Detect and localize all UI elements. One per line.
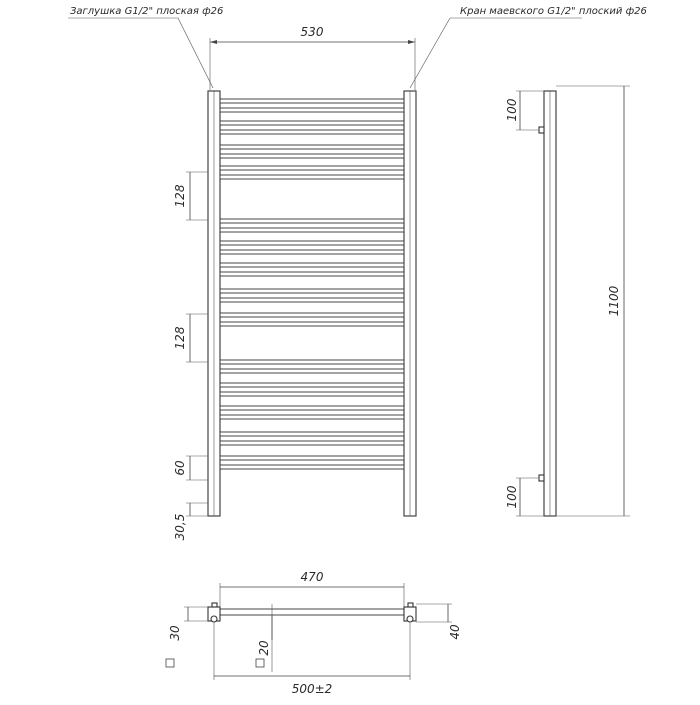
rung-bar <box>220 175 404 179</box>
rung <box>220 263 404 276</box>
rung-group <box>220 99 404 469</box>
rung <box>220 456 404 469</box>
rung <box>220 99 404 112</box>
rung-bar <box>220 250 404 254</box>
rung <box>220 166 404 179</box>
rung-bar <box>220 263 404 267</box>
rung <box>220 383 404 396</box>
plan-inner-width-label: 470 <box>300 570 324 584</box>
plan-right-riser <box>404 603 416 622</box>
bottom-offset-dimension <box>186 503 208 516</box>
rung-bar <box>220 313 404 317</box>
right-callout-leader <box>410 18 582 88</box>
plan-depth-dimension <box>416 604 452 622</box>
bottom-offset-label: 30,5 <box>173 513 187 541</box>
plan-left-riser <box>208 603 220 622</box>
rung <box>220 219 404 232</box>
spacing-middle-label: 128 <box>173 326 187 350</box>
rung-bar <box>220 145 404 149</box>
spacing-bottom-label: 60 <box>173 460 187 476</box>
rung-bar <box>220 392 404 396</box>
rung-bar <box>220 383 404 387</box>
rung-bar <box>220 130 404 134</box>
rung-bar <box>220 369 404 373</box>
side-top-fitting <box>539 127 544 133</box>
square-section-icon <box>166 659 174 667</box>
rung <box>220 406 404 419</box>
overall-width-dimension <box>210 38 415 90</box>
riser-section-label: 30 <box>168 625 182 641</box>
rung-bar <box>220 322 404 326</box>
rung-bar <box>220 432 404 436</box>
rung <box>220 432 404 445</box>
rung-bar <box>220 456 404 460</box>
rung <box>220 313 404 326</box>
plan-inner-width-dimension <box>220 583 404 607</box>
overall-height-label: 1100 <box>607 285 621 317</box>
side-bottom-offset-label: 100 <box>505 485 519 509</box>
rung-bar <box>220 219 404 223</box>
rung-bar <box>220 154 404 158</box>
side-top-offset-label: 100 <box>505 98 519 122</box>
overall-width-label: 530 <box>300 25 324 39</box>
rung-bar <box>220 441 404 445</box>
rung <box>220 145 404 158</box>
spacing-bottom-dimension <box>186 456 208 480</box>
side-bottom-offset-dimension <box>516 478 544 516</box>
rung <box>220 121 404 134</box>
plan-outer-width-label: 500±2 <box>291 682 333 696</box>
spacing-middle-dimension <box>186 314 208 362</box>
rung <box>220 360 404 373</box>
rung <box>220 289 404 302</box>
rung-bar <box>220 406 404 410</box>
spacing-top-dimension <box>186 172 208 220</box>
left-callout-text: Заглушка G1/2" плоская ф26 <box>70 6 224 17</box>
side-bottom-fitting <box>539 475 544 481</box>
rung-bar <box>220 241 404 245</box>
rung-bar <box>220 228 404 232</box>
plan-outer-width-dimension <box>214 622 410 680</box>
rung-bar <box>220 465 404 469</box>
rung <box>220 241 404 254</box>
plan-bar <box>220 609 404 615</box>
rung-bar <box>220 360 404 364</box>
rung-bar <box>220 166 404 170</box>
rung-bar <box>220 289 404 293</box>
rung-bar <box>220 99 404 103</box>
bar-section-label: 20 <box>257 640 271 656</box>
rung-bar <box>220 415 404 419</box>
side-top-offset-dimension <box>516 91 544 130</box>
rung-bar <box>220 108 404 112</box>
spacing-top-label: 128 <box>173 184 187 208</box>
rung-bar <box>220 298 404 302</box>
plan-depth-label: 40 <box>448 624 462 640</box>
rung-bar <box>220 121 404 125</box>
left-callout-leader <box>68 18 213 88</box>
rung-bar <box>220 272 404 276</box>
square-section-icon <box>256 659 264 667</box>
right-callout-text: Кран маевского G1/2" плоский ф26 <box>460 6 647 17</box>
